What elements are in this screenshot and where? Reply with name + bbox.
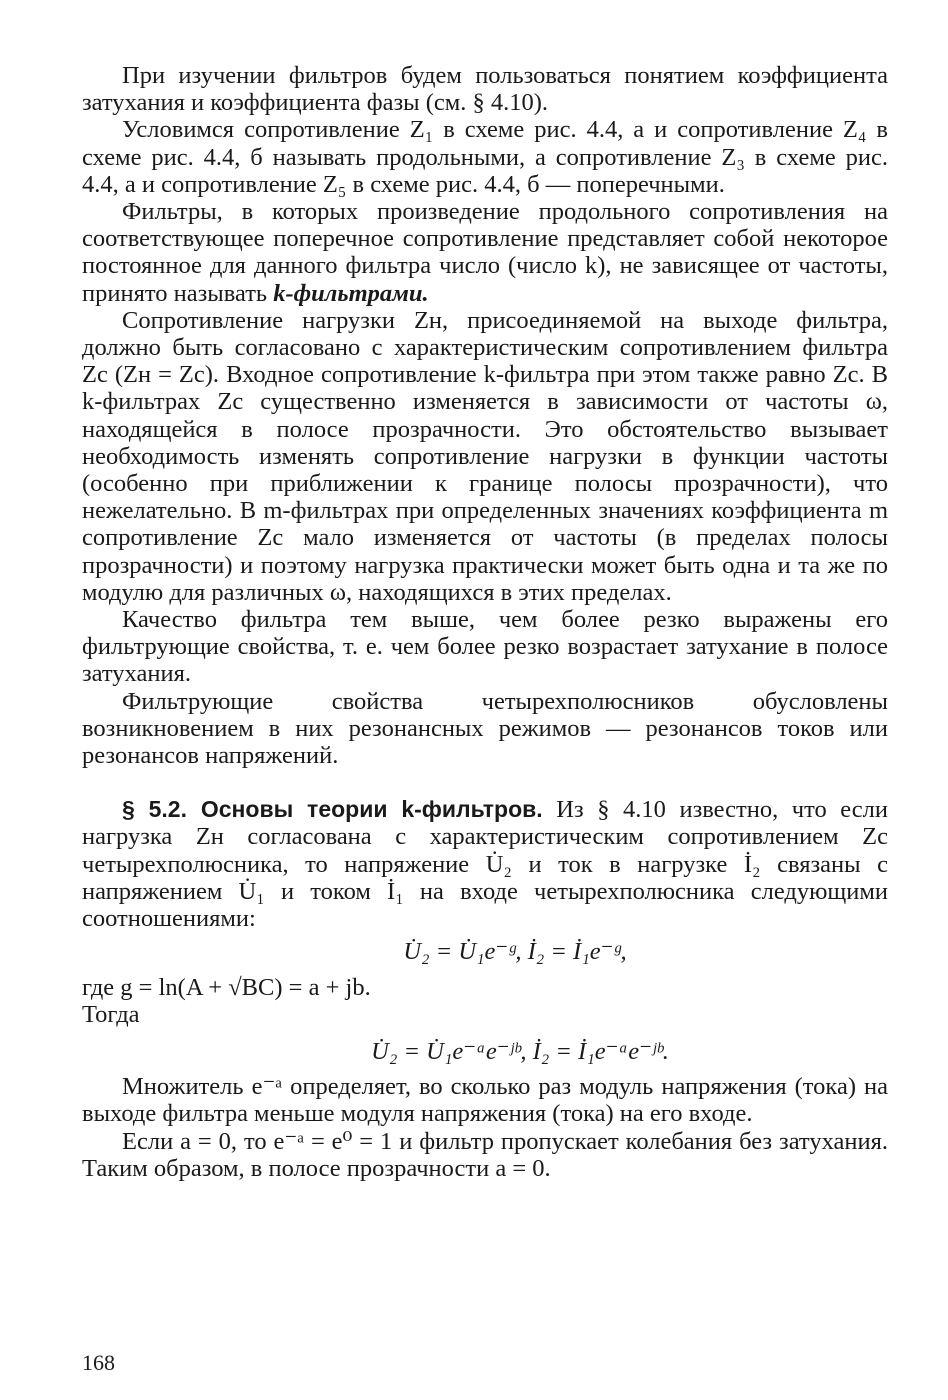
paragraph: Качество фильтра тем выше, чем более резко выражены его фильтрующие свойства, т. е. чем более резко возрастает затухание в полосе затухания.	[82, 606, 888, 688]
paragraph: Если a = 0, то e⁻ᵃ = e⁰ = 1 и фильтр пропускает колебания без затухания. Таким образом, в полосе прозрачности a = 0.	[82, 1127, 888, 1182]
paragraph	[82, 198, 888, 307]
paragraph: Тогда	[82, 1000, 140, 1028]
paragraph: Множитель e⁻ᵃ определяет, во сколько раз модуль напряжения (тока) на выходе фильтра меньше модуля напряжения (тока) на его входе.	[82, 1073, 888, 1128]
page-text	[82, 62, 888, 1182]
paragraph-text: Из § 4.10 известно, что если нагрузка Zн согласована с характеристическим сопротивлением Zc четырехполюсника, то напряжение U̇₂ и ток в нагрузке İ₂ связаны с напряжением U̇₁ и током İ₁ на входе четырехполюсника следующими соотношениями:	[82, 796, 889, 933]
section-heading: § 5.2. Основы теории k-фильтров.	[122, 796, 543, 823]
paragraph: Условимся сопротивление Z₁ в схеме рис. 4.4, а и сопротивление Z₄ в схеме рис. 4.4, б называть продольными, а сопротивление Z₃ в схеме рис. 4.4, а и сопротивление Z₅ в схеме рис. 4.4, б — поперечными.	[82, 116, 888, 198]
page-number: 168	[82, 1350, 115, 1375]
formula-2: U̇₂ = U̇₁e⁻ᵃe⁻ʲᵇ, İ₂ = İ₁e⁻ᵃe⁻ʲᵇ.	[371, 1037, 669, 1065]
paragraph: Сопротивление нагрузки Zн, присоединяемой на выходе фильтра, должно быть согласовано с характеристическим сопротивлением фильтра Zc (Zн = Zc). Входное сопротивление k-фильтра при этом также равно Zc. В k-фильтрах Zc существенно изменяется в зависимости от частоты ω, находящейся в полосе прозрачности. Это обстоятельство вызывает необходимость изменять сопротивление нагрузки в функции частоты (особенно при приближении к границе полосы прозрачности), что нежелательно. В m-фильтрах при определенных значениях коэффициента m сопротивление Zc мало изменяется от частоты (в пределах полосы прозрачности) и поэтому нагрузка практически может быть одна и та же по модулю для различных ω, находящихся в этих пределах.	[82, 306, 888, 606]
term-k-filters: k-фильтрами.	[273, 279, 429, 307]
paragraph: При изучении фильтров будем пользоваться понятием коэффициента затухания и коэффициента фазы (см. § 4.10).	[82, 62, 888, 117]
paragraph: Фильтрующие свойства четырехполюсников обусловлены возникновением в них резонансных режимов — резонансов токов или резонансов напряжений.	[82, 687, 888, 770]
paragraph-text: Фильтры, в которых произведение продольного сопротивления на соответствующее поперечное сопротивление представляет собой некоторое постоянное для данного фильтра число (число k), не зависящее от частоты, принято называть	[82, 198, 888, 307]
section-paragraph	[82, 796, 888, 932]
formula-1: U̇₂ = U̇₁e⁻ᵍ, İ₂ = İ₁e⁻ᵍ,	[403, 938, 627, 966]
paragraph: где g = ln(A + √BC) = a + jb.	[82, 973, 371, 1001]
